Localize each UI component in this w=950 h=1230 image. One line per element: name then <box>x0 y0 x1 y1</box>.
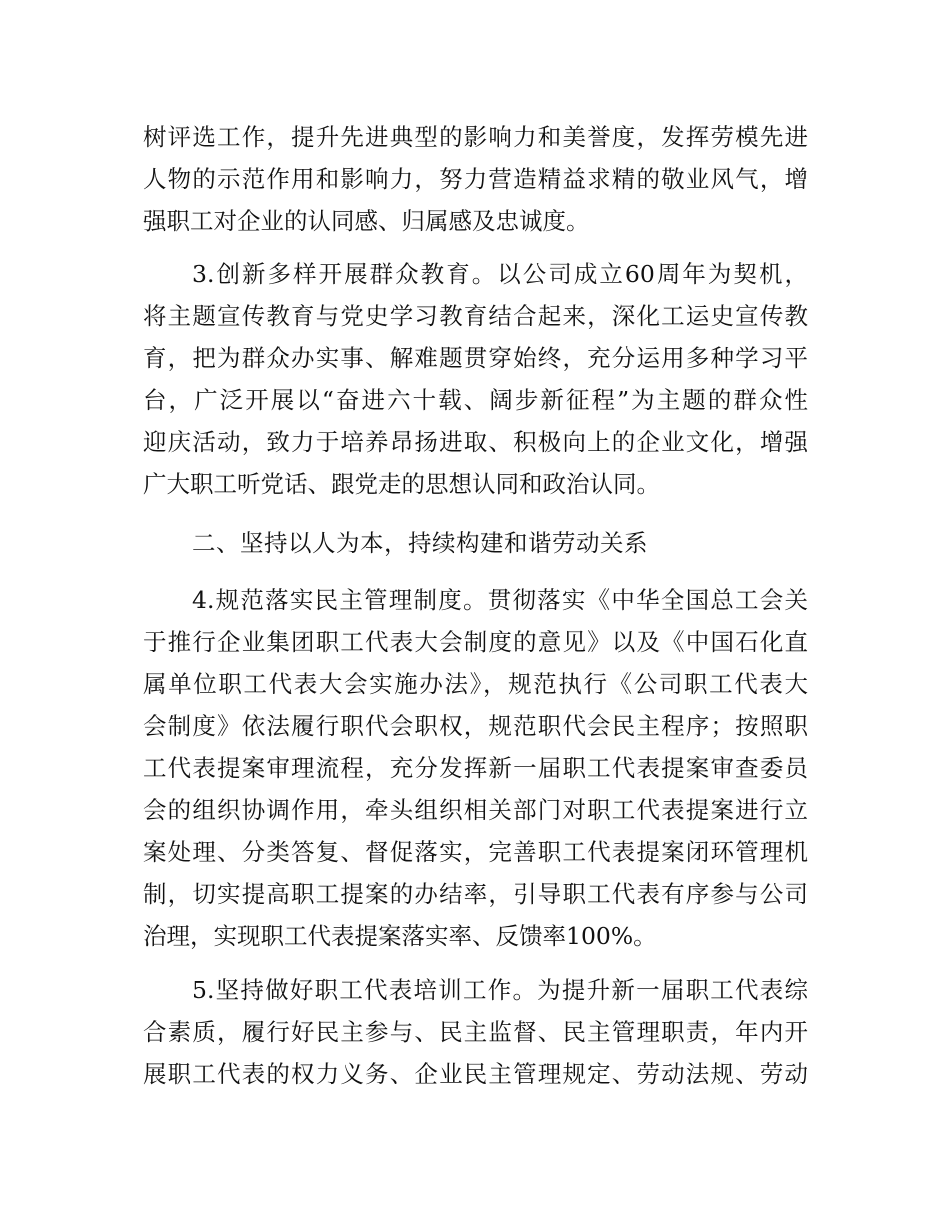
text-line: 制，切实提高职工提案的办结率，引导职工代表有序参与公司 <box>143 880 808 908</box>
text-line: 台，广泛开展以“奋进六十载、阔步新征程”为主题的群众性 <box>143 386 808 414</box>
text-line: 迎庆活动，致力于培养昂扬进取、积极向上的企业文化，增强 <box>143 428 808 456</box>
text-line: 广大职工听党话、跟党走的思想认同和政治认同。 <box>143 470 660 498</box>
text-line: 于推行企业集团职工代表大会制度的意见》以及《中国石化直 <box>143 628 808 656</box>
paragraph-5-first-line: 5.坚持做好职工代表培训工作。为提升新一届职工代表综 <box>192 976 808 1004</box>
text-line: 会的组织协调作用，牵头组织相关部门对职工代表提案进行立 <box>143 796 808 824</box>
text-line: 强职工对企业的认同感、归属感及忠诚度。 <box>143 207 590 235</box>
text-line: 展职工代表的权力义务、企业民主管理规定、劳动法规、劳动 <box>143 1060 808 1088</box>
paragraph-4-first-line: 4.规范落实民主管理制度。贯彻落实《中华全国总工会关 <box>192 586 808 614</box>
text-line: 案处理、分类答复、督促落实，完善职工代表提案闭环管理机 <box>143 838 808 866</box>
text-line: 工代表提案审理流程，充分发挥新一届职工代表提案审查委员 <box>143 754 808 782</box>
text-line: 合素质，履行好民主参与、民主监督、民主管理职责，年内开 <box>143 1018 808 1046</box>
section-heading: 二、坚持以人为本，持续构建和谐劳动关系 <box>192 529 648 557</box>
text-line: 育，把为群众办实事、解难题贯穿始终，充分运用多种学习平 <box>143 344 808 372</box>
text-line: 将主题宣传教育与党史学习教育结合起来，深化工运史宣传教 <box>143 302 808 330</box>
text-line: 会制度》依法履行职代会职权，规范职代会民主程序；按照职 <box>143 712 808 740</box>
text-line: 人物的示范作用和影响力，努力营造精益求精的敬业风气，增 <box>143 165 808 193</box>
text-line: 树评选工作，提升先进典型的影响力和美誉度，发挥劳模先进 <box>143 123 808 151</box>
paragraph-3-first-line: 3.创新多样开展群众教育。以公司成立60周年为契机， <box>192 260 808 288</box>
text-line: 属单位职工代表大会实施办法》，规范执行《公司职工代表大 <box>143 670 808 698</box>
text-line: 治理，实现职工代表提案落实率、反馈率100%。 <box>143 922 657 950</box>
